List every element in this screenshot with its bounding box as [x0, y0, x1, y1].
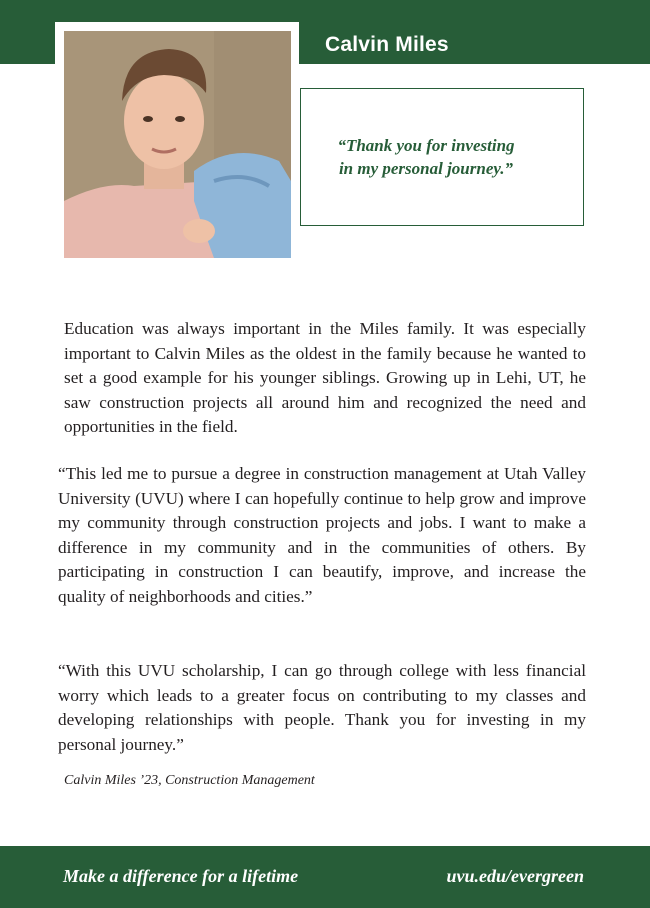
pull-quote	[312, 134, 540, 180]
portrait-illustration	[64, 31, 291, 258]
footer-url-link[interactable]: uvu.edu/evergreen	[446, 866, 584, 886]
story-paragraph-3: “With this UVU scholarship, I can go through college with less financial worry which leads to a greater focus on contributing to my classes and developing relationships with people. Thank you for investing in my personal journey.”	[58, 661, 586, 754]
attribution: Calvin Miles ’23, Construction Management	[64, 773, 315, 788]
footer-tagline: Make a difference for a lifetime	[63, 866, 299, 886]
pull-quote-line-2: in my personal journey.”	[338, 159, 514, 178]
story-paragraph-1: Education was always important in the Miles family. It was especially important to Calvin Miles as the oldest in the family because he wanted to set a good example for his younger siblings. Growing up in Lehi, UT, he saw construction projects all around him and recognized the need and opportunities in the field.	[64, 319, 586, 436]
portrait-photo	[64, 31, 291, 258]
pull-quote-line-1: “Thank you for investing	[337, 136, 515, 155]
story-paragraph-2: “This led me to pursue a degree in construction management at Utah Valley University (UVU) where I can hopefully continue to help grow and improve my community through construction projects and jobs. I want to make a difference in my community and in the communities of others. By participating in construction I can beautify, improve, and increase the quality of neighborhoods and cities.”	[58, 464, 586, 606]
student-name: Calvin Miles	[325, 33, 449, 56]
